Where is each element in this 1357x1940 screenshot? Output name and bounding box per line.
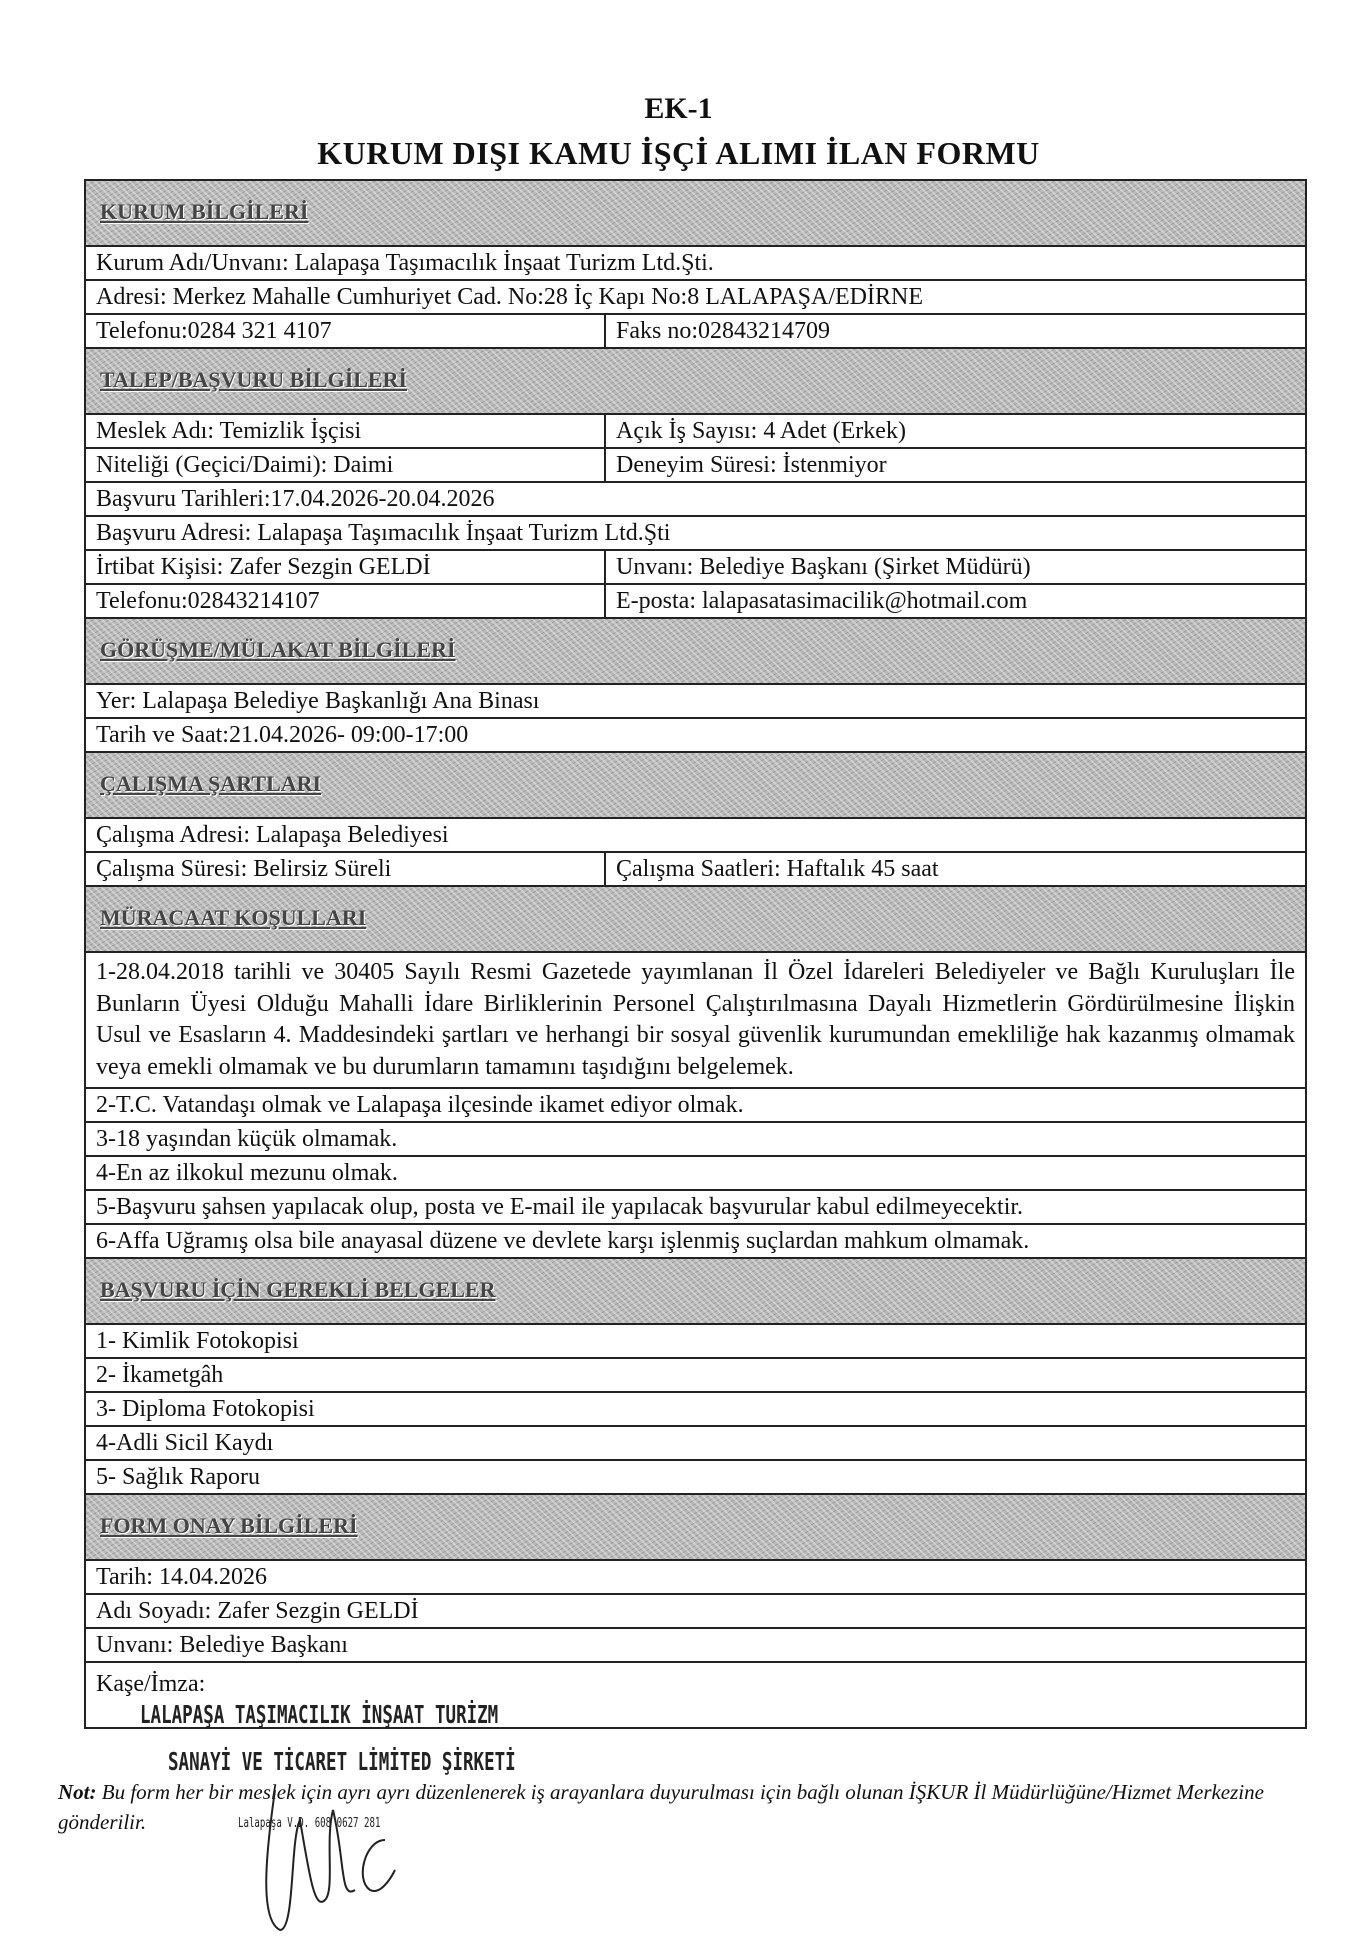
- form-row: [86, 1461, 1305, 1495]
- stamp-line: SANAYİ VE TİCARET LİMİTED ŞİRKETİ: [168, 1747, 516, 1776]
- section-title: FORM ONAY BİLGİLERİ: [100, 1513, 358, 1538]
- work-address: Çalışma Adresi: Lalapaşa Belediyesi: [96, 822, 449, 848]
- form-row: [86, 719, 1305, 753]
- form-row: [86, 415, 1305, 449]
- contact-title: Unvanı: Belediye Başkanı (Şirket Müdürü): [616, 554, 1031, 580]
- form-code: EK-1: [644, 92, 713, 125]
- form-title: KURUM DIŞI KAMU İŞÇİ ALIMI İLAN FORMU: [317, 135, 1040, 171]
- interview-datetime: Tarih ve Saat:21.04.2026- 09:00-17:00: [96, 722, 469, 748]
- section-title: BAŞVURU İÇİN GEREKLİ BELGELER: [100, 1277, 496, 1302]
- section-title: TALEP/BAŞVURU BİLGİLERİ: [100, 367, 408, 392]
- kurum-name: Kurum Adı/Unvanı: Lalapaşa Taşımacılık İnşaat Turizm Ltd.Şti.: [96, 250, 714, 276]
- form-row: [86, 1561, 1305, 1595]
- form-row: [86, 1427, 1305, 1461]
- note-text: Bu form her bir meslek için ayrı ayrı düzenlenerek iş arayanlara duyurulması için bağlı olunan İŞKUR İl Müdürlüğüne/Hizmet Merkezine gönderilir.: [58, 1780, 1264, 1834]
- section-header-kurum: [86, 181, 1305, 247]
- section-header-muracaat: [86, 887, 1305, 953]
- form-row: [86, 1629, 1305, 1663]
- form-row: [86, 1393, 1305, 1427]
- document-item: 1- Kimlik Fotokopisi: [96, 1328, 299, 1354]
- section-title: GÖRÜŞME/MÜLAKAT BİLGİLERİ: [100, 637, 456, 662]
- condition-item: 3-18 yaşından küçük olmamak.: [96, 1126, 398, 1152]
- document-item: 2- İkametgâh: [96, 1362, 224, 1388]
- form-row: [86, 449, 1305, 483]
- section-header-belgeler: [86, 1259, 1305, 1325]
- section-header-gorusme: [86, 619, 1305, 685]
- approval-date: Tarih: 14.04.2026: [96, 1564, 267, 1590]
- form-row: [86, 1123, 1305, 1157]
- form-row: [86, 1191, 1305, 1225]
- stamp-line: LALAPAŞA TAŞIMACILIK İNŞAAT TURİZM: [140, 1700, 499, 1729]
- form-row: [86, 517, 1305, 551]
- occupation: Meslek Adı: Temizlik İşçisi: [86, 415, 606, 447]
- application-dates: Başvuru Tarihleri:17.04.2026-20.04.2026: [96, 486, 495, 512]
- form-row: [86, 1089, 1305, 1123]
- approver-name: Adı Soyadı: Zafer Sezgin GELDİ: [96, 1598, 419, 1624]
- document-item: 3- Diploma Fotokopisi: [96, 1396, 315, 1422]
- condition-item: 2-T.C. Vatandaşı olmak ve Lalapaşa ilçesinde ikamet ediyor olmak.: [96, 1092, 744, 1118]
- footnote: [58, 1777, 1328, 1837]
- experience: Deneyim Süresi: İstenmiyor: [616, 452, 887, 478]
- application-address: Başvuru Adresi: Lalapaşa Taşımacılık İnşaat Turizm Ltd.Şti: [96, 520, 671, 546]
- section-title: ÇALIŞMA ŞARTLARI: [100, 771, 322, 796]
- stamp-line: Lalapaşa V.D. 608 0627 281: [238, 1816, 381, 1831]
- work-hours: Çalışma Saatleri: Haftalık 45 saat: [616, 856, 939, 882]
- note-label: Not:: [58, 1780, 97, 1804]
- form-row: [86, 315, 1305, 349]
- signature-icon: [255, 1780, 415, 1940]
- condition-item: 6-Affa Uğramış olsa bile anayasal düzene ve devlete karşı işlenmiş suçlardan mahkum olmamak.: [96, 1228, 1030, 1254]
- section-header-calisma: [86, 753, 1305, 819]
- interview-place: Yer: Lalapaşa Belediye Başkanlığı Ana Binası: [96, 688, 540, 714]
- kurum-address: Adresi: Merkez Mahalle Cumhuriyet Cad. No:28 İç Kapı No:8 LALAPAŞA/EDİRNE: [96, 284, 923, 310]
- form-row: [86, 585, 1305, 619]
- section-header-onay: [86, 1495, 1305, 1561]
- announcement-form: [84, 179, 1307, 1729]
- contact-email: E-posta: lalapasatasimacilik@hotmail.com: [616, 588, 1028, 614]
- employment-type: Niteliği (Geçici/Daimi): Daimi: [86, 449, 606, 481]
- company-stamp: [140, 1700, 516, 1831]
- section-title: KURUM BİLGİLERİ: [100, 199, 309, 224]
- form-row: [86, 551, 1305, 585]
- stamp-signature-field: Kaşe/İmza:: [86, 1663, 1305, 1729]
- contact-phone: Telefonu:02843214107: [86, 585, 606, 617]
- form-row: [86, 483, 1305, 517]
- form-row: [86, 1325, 1305, 1359]
- section-header-talep: [86, 349, 1305, 415]
- document-item: 4-Adli Sicil Kaydı: [96, 1430, 274, 1456]
- condition-item: 4-En az ilkokul mezunu olmak.: [96, 1160, 398, 1186]
- form-row: [86, 1225, 1305, 1259]
- approver-title: Unvanı: Belediye Başkanı: [96, 1632, 348, 1658]
- condition-item: 1-28.04.2018 tarihli ve 30405 Sayılı Resmi Gazetede yayımlanan İl Özel İdareleri Belediyeler ve Bağlı Kuruluşları İle Bunların Üyesi Olduğu Mahalli İdare Birliklerinin Personel Çalıştırılmasına Dayalı Hizmetlerin Gördürülmesine İlişkin Usul ve Esasların 4. Maddesindeki şartları ve herhangi bir sosyal güvenlik kurumundan emekliliğe hak kazanmış olmamak veya emekli olmamak ve bu durumların tamamını taşıdığını belgelemek.: [86, 953, 1305, 1089]
- kurum-fax: Faks no:02843214709: [616, 318, 831, 344]
- condition-item: 5-Başvuru şahsen yapılacak olup, posta ve E-mail ile yapılacak başvurular kabul edilmeyecektir.: [96, 1194, 1024, 1220]
- contact-person: İrtibat Kişisi: Zafer Sezgin GELDİ: [86, 551, 606, 583]
- document-item: 5- Sağlık Raporu: [96, 1464, 260, 1490]
- form-row: [86, 685, 1305, 719]
- form-row: [86, 853, 1305, 887]
- form-row: [86, 281, 1305, 315]
- open-positions: Açık İş Sayısı: 4 Adet (Erkek): [616, 418, 906, 444]
- kurum-phone: Telefonu:0284 321 4107: [86, 315, 606, 347]
- work-duration: Çalışma Süresi: Belirsiz Süreli: [86, 853, 606, 885]
- form-row: [86, 1359, 1305, 1393]
- form-row: [86, 819, 1305, 853]
- section-title: MÜRACAAT KOŞULLARI: [100, 905, 367, 930]
- form-row: [86, 1157, 1305, 1191]
- form-row: [86, 1595, 1305, 1629]
- form-row: [86, 247, 1305, 281]
